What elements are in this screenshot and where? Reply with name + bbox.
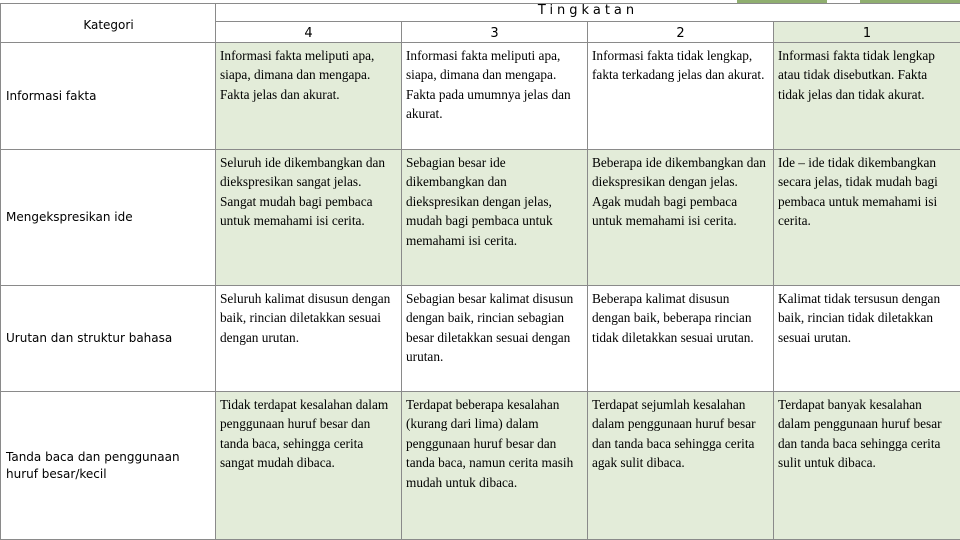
cell-level-2: Beberapa kalimat disusun dengan baik, beberapa rincian tidak diletakkan sesuai urutan.: [588, 286, 774, 392]
cell-level-2: Beberapa ide dikembangkan dan diekspresikan dengan jelas. Agak mudah bagi pembaca untuk memahami isi cerita.: [588, 150, 774, 286]
cell-level-1: Ide – ide tidak dikembangkan secara jelas, tidak mudah bagi pembaca untuk memahami isi cerita.: [774, 150, 960, 286]
table-row: [1, 43, 960, 150]
category-urutan-struktur-bahasa: Urutan dan struktur bahasa: [1, 286, 216, 392]
cell-level-4: Informasi fakta meliputi apa, siapa, dimana dan mengapa. Fakta jelas dan akurat.: [216, 43, 402, 150]
header-kategori: Kategori: [1, 4, 216, 43]
header-tingkatan: Tingkatan: [216, 4, 960, 22]
level-4: 4: [216, 22, 402, 43]
cell-level-3: Informasi fakta meliputi apa, siapa, dimana dan mengapa. Fakta pada umumnya jelas dan akurat.: [402, 43, 588, 150]
table-row: [1, 392, 960, 540]
cell-level-3: Terdapat beberapa kesalahan (kurang dari lima) dalam penggunaan huruf besar dan tanda baca, namun cerita masih mudah untuk dibaca.: [402, 392, 588, 540]
level-1: 1: [774, 22, 960, 43]
rubric-table: [0, 3, 960, 540]
cell-level-3: Sebagian besar kalimat disusun dengan baik, rincian sebagian besar diletakkan sesuai dengan urutan.: [402, 286, 588, 392]
category-tanda-baca: Tanda baca dan penggunaan huruf besar/kecil: [1, 392, 216, 540]
cell-level-4: Seluruh kalimat disusun dengan baik, rincian diletakkan sesuai dengan urutan.: [216, 286, 402, 392]
cell-level-3: Sebagian besar ide dikembangkan dan diekspresikan dengan jelas, mudah bagi pembaca untuk memahami isi cerita.: [402, 150, 588, 286]
table-row: [1, 150, 960, 286]
cell-level-1: Informasi fakta tidak lengkap atau tidak disebutkan. Fakta tidak jelas dan tidak akurat.: [774, 43, 960, 150]
cell-level-4: Seluruh ide dikembangkan dan diekspresikan sangat jelas. Sangat mudah bagi pembaca untuk memahami isi cerita.: [216, 150, 402, 286]
table-row: [1, 286, 960, 392]
cell-level-1: Kalimat tidak tersusun dengan baik, rincian tidak diletakkan sesuai urutan.: [774, 286, 960, 392]
cell-level-2: Informasi fakta tidak lengkap, fakta terkadang jelas dan akurat.: [588, 43, 774, 150]
cell-level-2: Terdapat sejumlah kesalahan dalam penggunaan huruf besar dan tanda baca sehingga cerita agak sulit dibaca.: [588, 392, 774, 540]
category-informasi-fakta: Informasi fakta: [1, 43, 216, 150]
cell-level-4: Tidak terdapat kesalahan dalam penggunaan huruf besar dan tanda baca, sehingga cerita sangat mudah dibaca.: [216, 392, 402, 540]
cell-level-1: Terdapat banyak kesalahan dalam penggunaan huruf besar dan tanda baca sehingga cerita sulit untuk dibaca.: [774, 392, 960, 540]
level-3: 3: [402, 22, 588, 43]
level-2: 2: [588, 22, 774, 43]
category-mengekspresikan-ide: Mengekspresikan ide: [1, 150, 216, 286]
